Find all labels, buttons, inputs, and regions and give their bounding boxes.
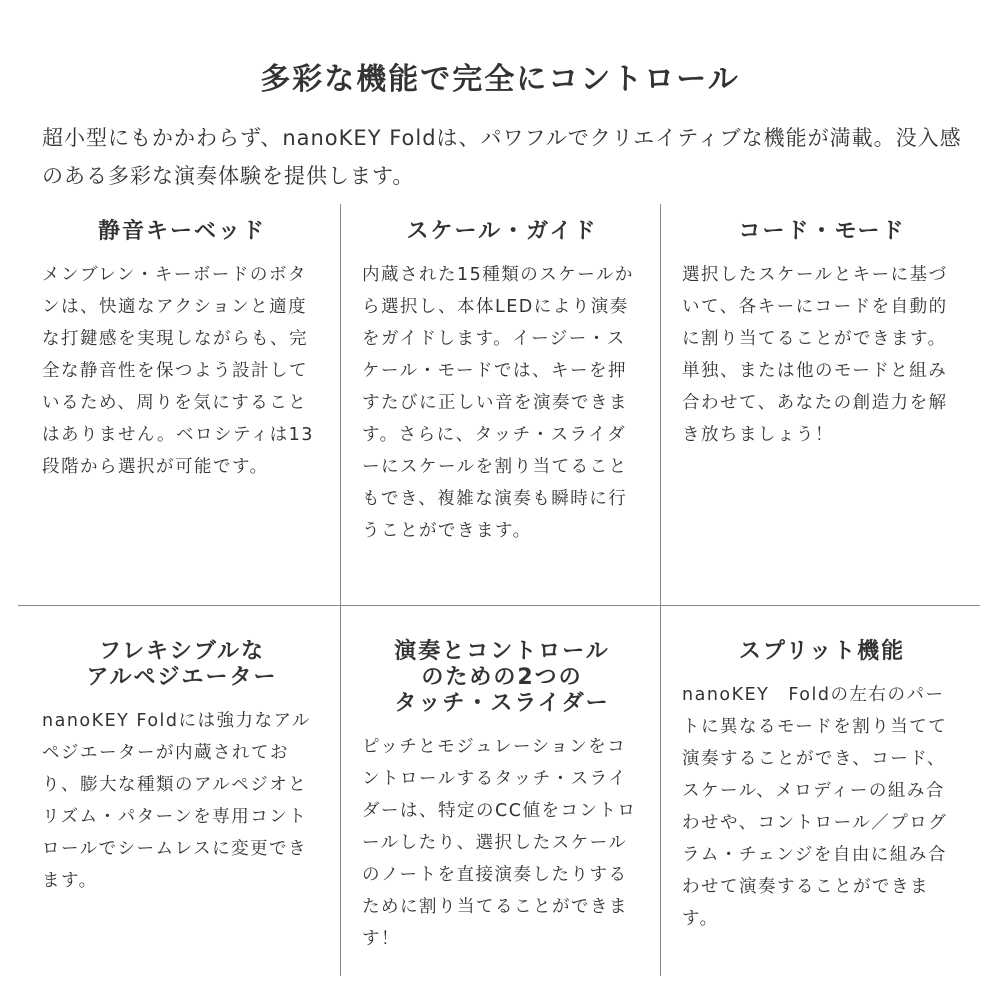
feature-title: スプリット機能 xyxy=(738,639,906,664)
feature-description: nanoKEY Foldの左右のパートに異なるモードを割り当てて演奏することができ、コード、スケール、メロディーの組み合わせや、コントロール／プログラム・チェンジを自由に組み合わせて演奏することができます。 xyxy=(682,685,948,929)
column-divider-2 xyxy=(660,204,661,976)
feature-arpeggiator xyxy=(42,639,322,897)
feature-title: 演奏とコントロール のための2つの タッチ・スライダー xyxy=(394,639,610,716)
page-title: 多彩な機能で完全にコントロール xyxy=(260,62,740,98)
feature-description: 選択したスケールとキーに基づいて、各キーにコードを自動的に割り当てることができます。単独、または他のモードと組み合わせて、あなたの創造力を解き放ちましょう！ xyxy=(682,265,948,445)
feature-split xyxy=(682,639,962,935)
feature-description: メンブレン・キーボードのボタンは、快適なアクションと適度な打鍵感を実現しながらも、完全な静音性を保つよう設計しているため、周りを気にすることはありません。ベロシティは13段階から選択が可能です。 xyxy=(42,265,314,477)
intro-text: 超小型にもかかわらず、nanoKEY Foldは、パワフルでクリエイティブな機能が満載。没入感のある多彩な演奏体験を提供します。 xyxy=(42,126,962,188)
feature-description: ピッチとモジュレーションをコントロールするタッチ・スライダーは、特定のCC値をコントロールしたり、選択したスケールのノートを直接演奏したりするために割り当てることができます！ xyxy=(362,737,637,949)
feature-silent-keybed xyxy=(42,219,322,483)
feature-title: スケール・ガイド xyxy=(406,219,598,244)
feature-touch-sliders xyxy=(362,639,642,955)
column-divider-1 xyxy=(340,204,341,976)
feature-title: 静音キーベッド xyxy=(97,219,266,244)
feature-description: 内蔵された15種類のスケールから選択し、本体LEDにより演奏をガイドします。イージー・スケール・モードでは、キーを押すたびに正しい音を演奏できます。さらに、タッチ・スライダーにスケールを割り当てることもでき、複雑な演奏も瞬時に行うことができます。 xyxy=(362,265,634,541)
row-divider xyxy=(18,605,980,606)
feature-chord-mode xyxy=(682,219,962,451)
feature-title: コード・モード xyxy=(738,219,906,244)
feature-description: nanoKEY Foldには強力なアルペジエーターが内蔵されており、膨大な種類のアルペジオとリズム・パターンを専用コントロールでシームレスに変更できます。 xyxy=(42,711,311,891)
feature-title: フレキシブルな アルペジエーター xyxy=(86,639,278,690)
feature-scale-guide xyxy=(362,219,642,547)
